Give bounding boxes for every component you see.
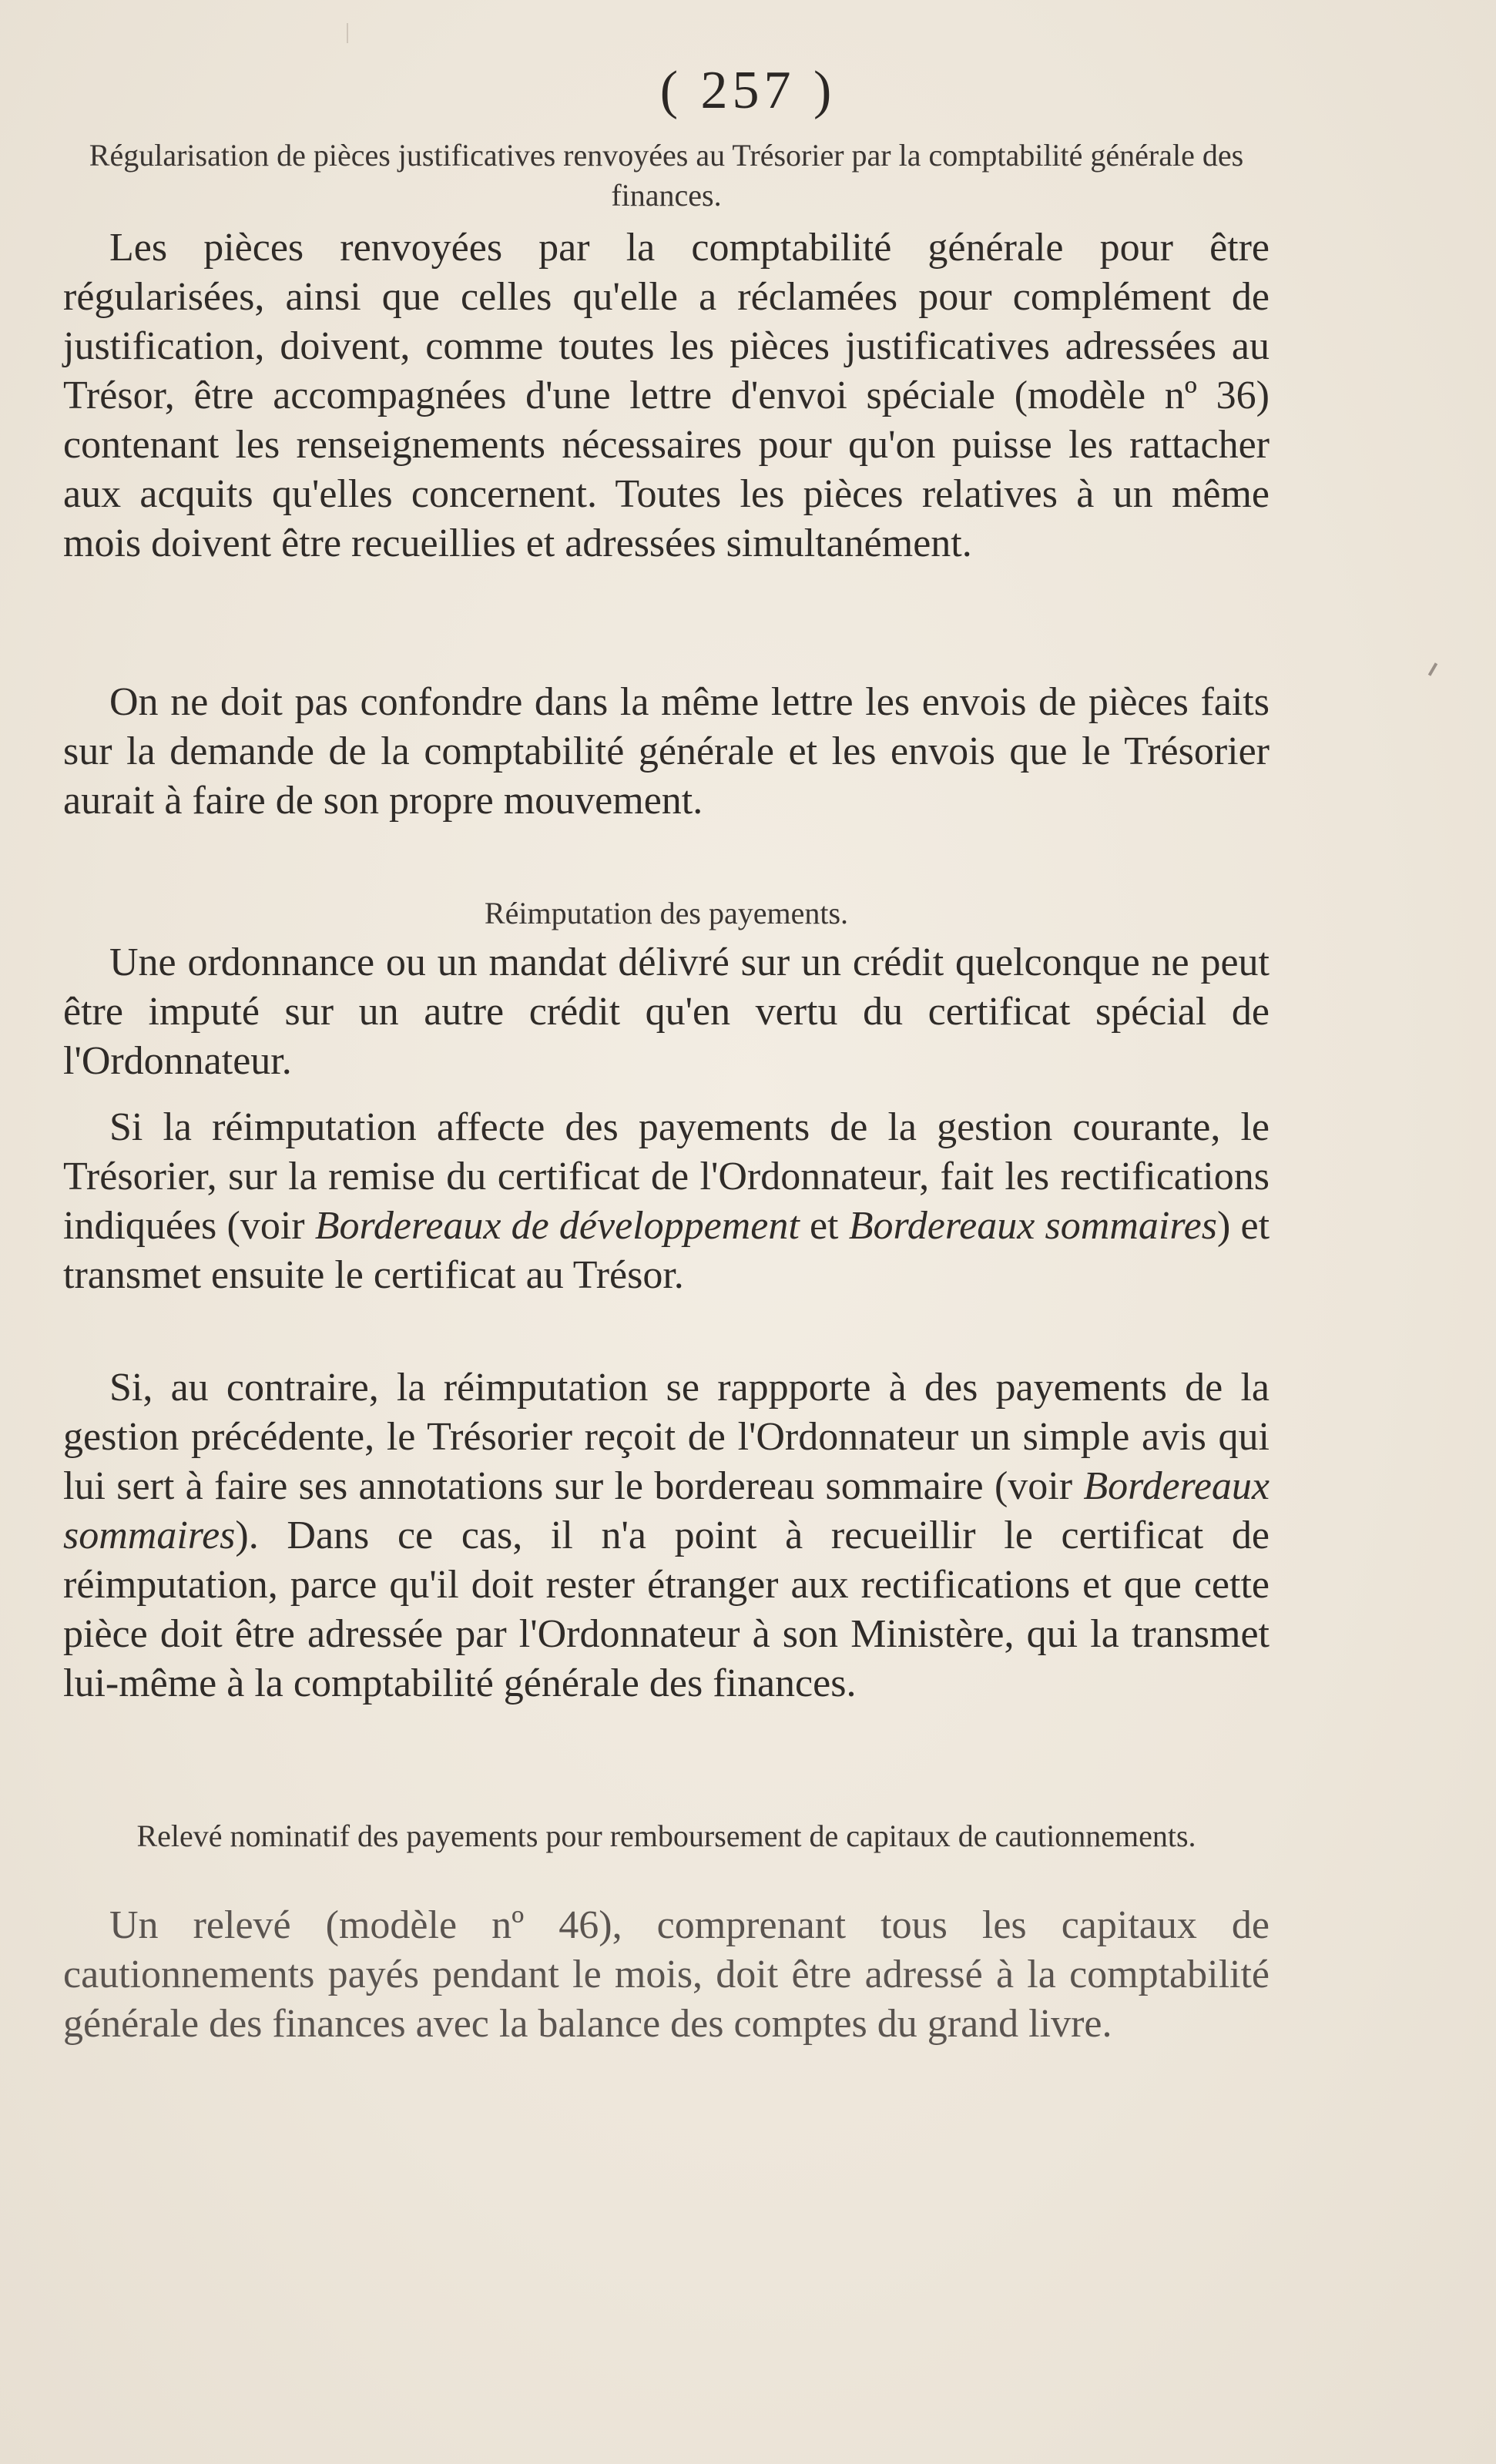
text-run: ) et transmet ensuite le certificat au Trésor.: [63, 1204, 1270, 1297]
paragraph: [63, 223, 1270, 568]
section-reimputation: [63, 893, 1270, 934]
paragraph-text: Une ordonnance ou un mandat délivré sur un crédit quelconque ne peut être imputé sur un autre crédit qu'en vertu du certificat spécial de l'Ordonnateur.: [63, 940, 1270, 1083]
section-releve: [63, 1816, 1270, 1856]
page-number: ( 257 ): [659, 61, 837, 120]
italic-reference: Bordereaux sommaires: [63, 1464, 1270, 1557]
paragraph-text: On ne doit pas confondre dans la même lettre les envois de pièces faits sur la demande de la comptabilité générale et les envois que le Trésorier aurait à faire de son propre mouvement.: [63, 680, 1270, 823]
section-heading: Relevé nominatif des payements pour remboursement de capitaux de cautionnements.: [136, 1819, 1196, 1853]
italic-reference: Bordereaux sommaires: [848, 1204, 1217, 1248]
paragraph: [63, 1363, 1270, 1708]
paragraph: [63, 938, 1270, 1086]
text-run: ). Dans ce cas, il n'a point à recueillir le certificat de réimputation, parce qu'il doit rester étranger aux rectifications et que cette pièce doit être adressée par l'Ordonnateur à son Ministère, qui la transmet lui-même à la comptabilité générale des finances.: [63, 1514, 1270, 1705]
paragraph-text: [63, 1103, 1270, 1300]
italic-reference: Bordereaux de développement: [314, 1204, 800, 1248]
text-run: Si la réimputation affecte des payements de la gestion courante, le Trésorier, sur la remise du certificat de l'Ordonnateur, fait les rectifications indiquées (voir: [63, 1105, 1270, 1248]
section-heading: Réimputation des payements.: [484, 896, 849, 930]
section-regularisation: [63, 136, 1270, 216]
paragraph: [63, 1103, 1270, 1300]
text-run: Si, au contraire, la réimputation se rappporte à des payements de la gestion précédente, le Trésorier reçoit de l'Ordonnateur un simple avis qui lui sert à faire ses annotations sur le bordereau sommaire (voir: [63, 1366, 1270, 1508]
text-run: et: [799, 1204, 849, 1248]
paragraph-text: Un relevé (modèle nº 46), comprenant tous les capitaux de cautionnements payés pendant le mois, doit être adressé à la comptabilité générale des finances avec la balance des comptes du grand livre.: [63, 1903, 1270, 2046]
paper-speck: [347, 23, 348, 43]
paper-speck: [1428, 662, 1437, 676]
section-heading: Régularisation de pièces justificatives renvoyées au Trésorier par la comptabilité générale des finances.: [89, 138, 1244, 213]
paragraph-text: Les pièces renvoyées par la comptabilité générale pour être régularisées, ainsi que celles qu'elle a réclamées pour complément de justification, doivent, comme toutes les pièces justificatives adressées au Trésor, être accompagnées d'une lettre d'envoi spéciale (modèle nº 36) contenant les renseignements nécessaires pour qu'on puisse les rattacher aux acquits qu'elles concernent. Toutes les pièces relatives à un même mois doivent être recueillies et adressées simultanément.: [63, 226, 1270, 565]
paragraph: [63, 678, 1270, 826]
paragraph: [63, 1901, 1270, 2049]
paragraph-text: [63, 1363, 1270, 1708]
